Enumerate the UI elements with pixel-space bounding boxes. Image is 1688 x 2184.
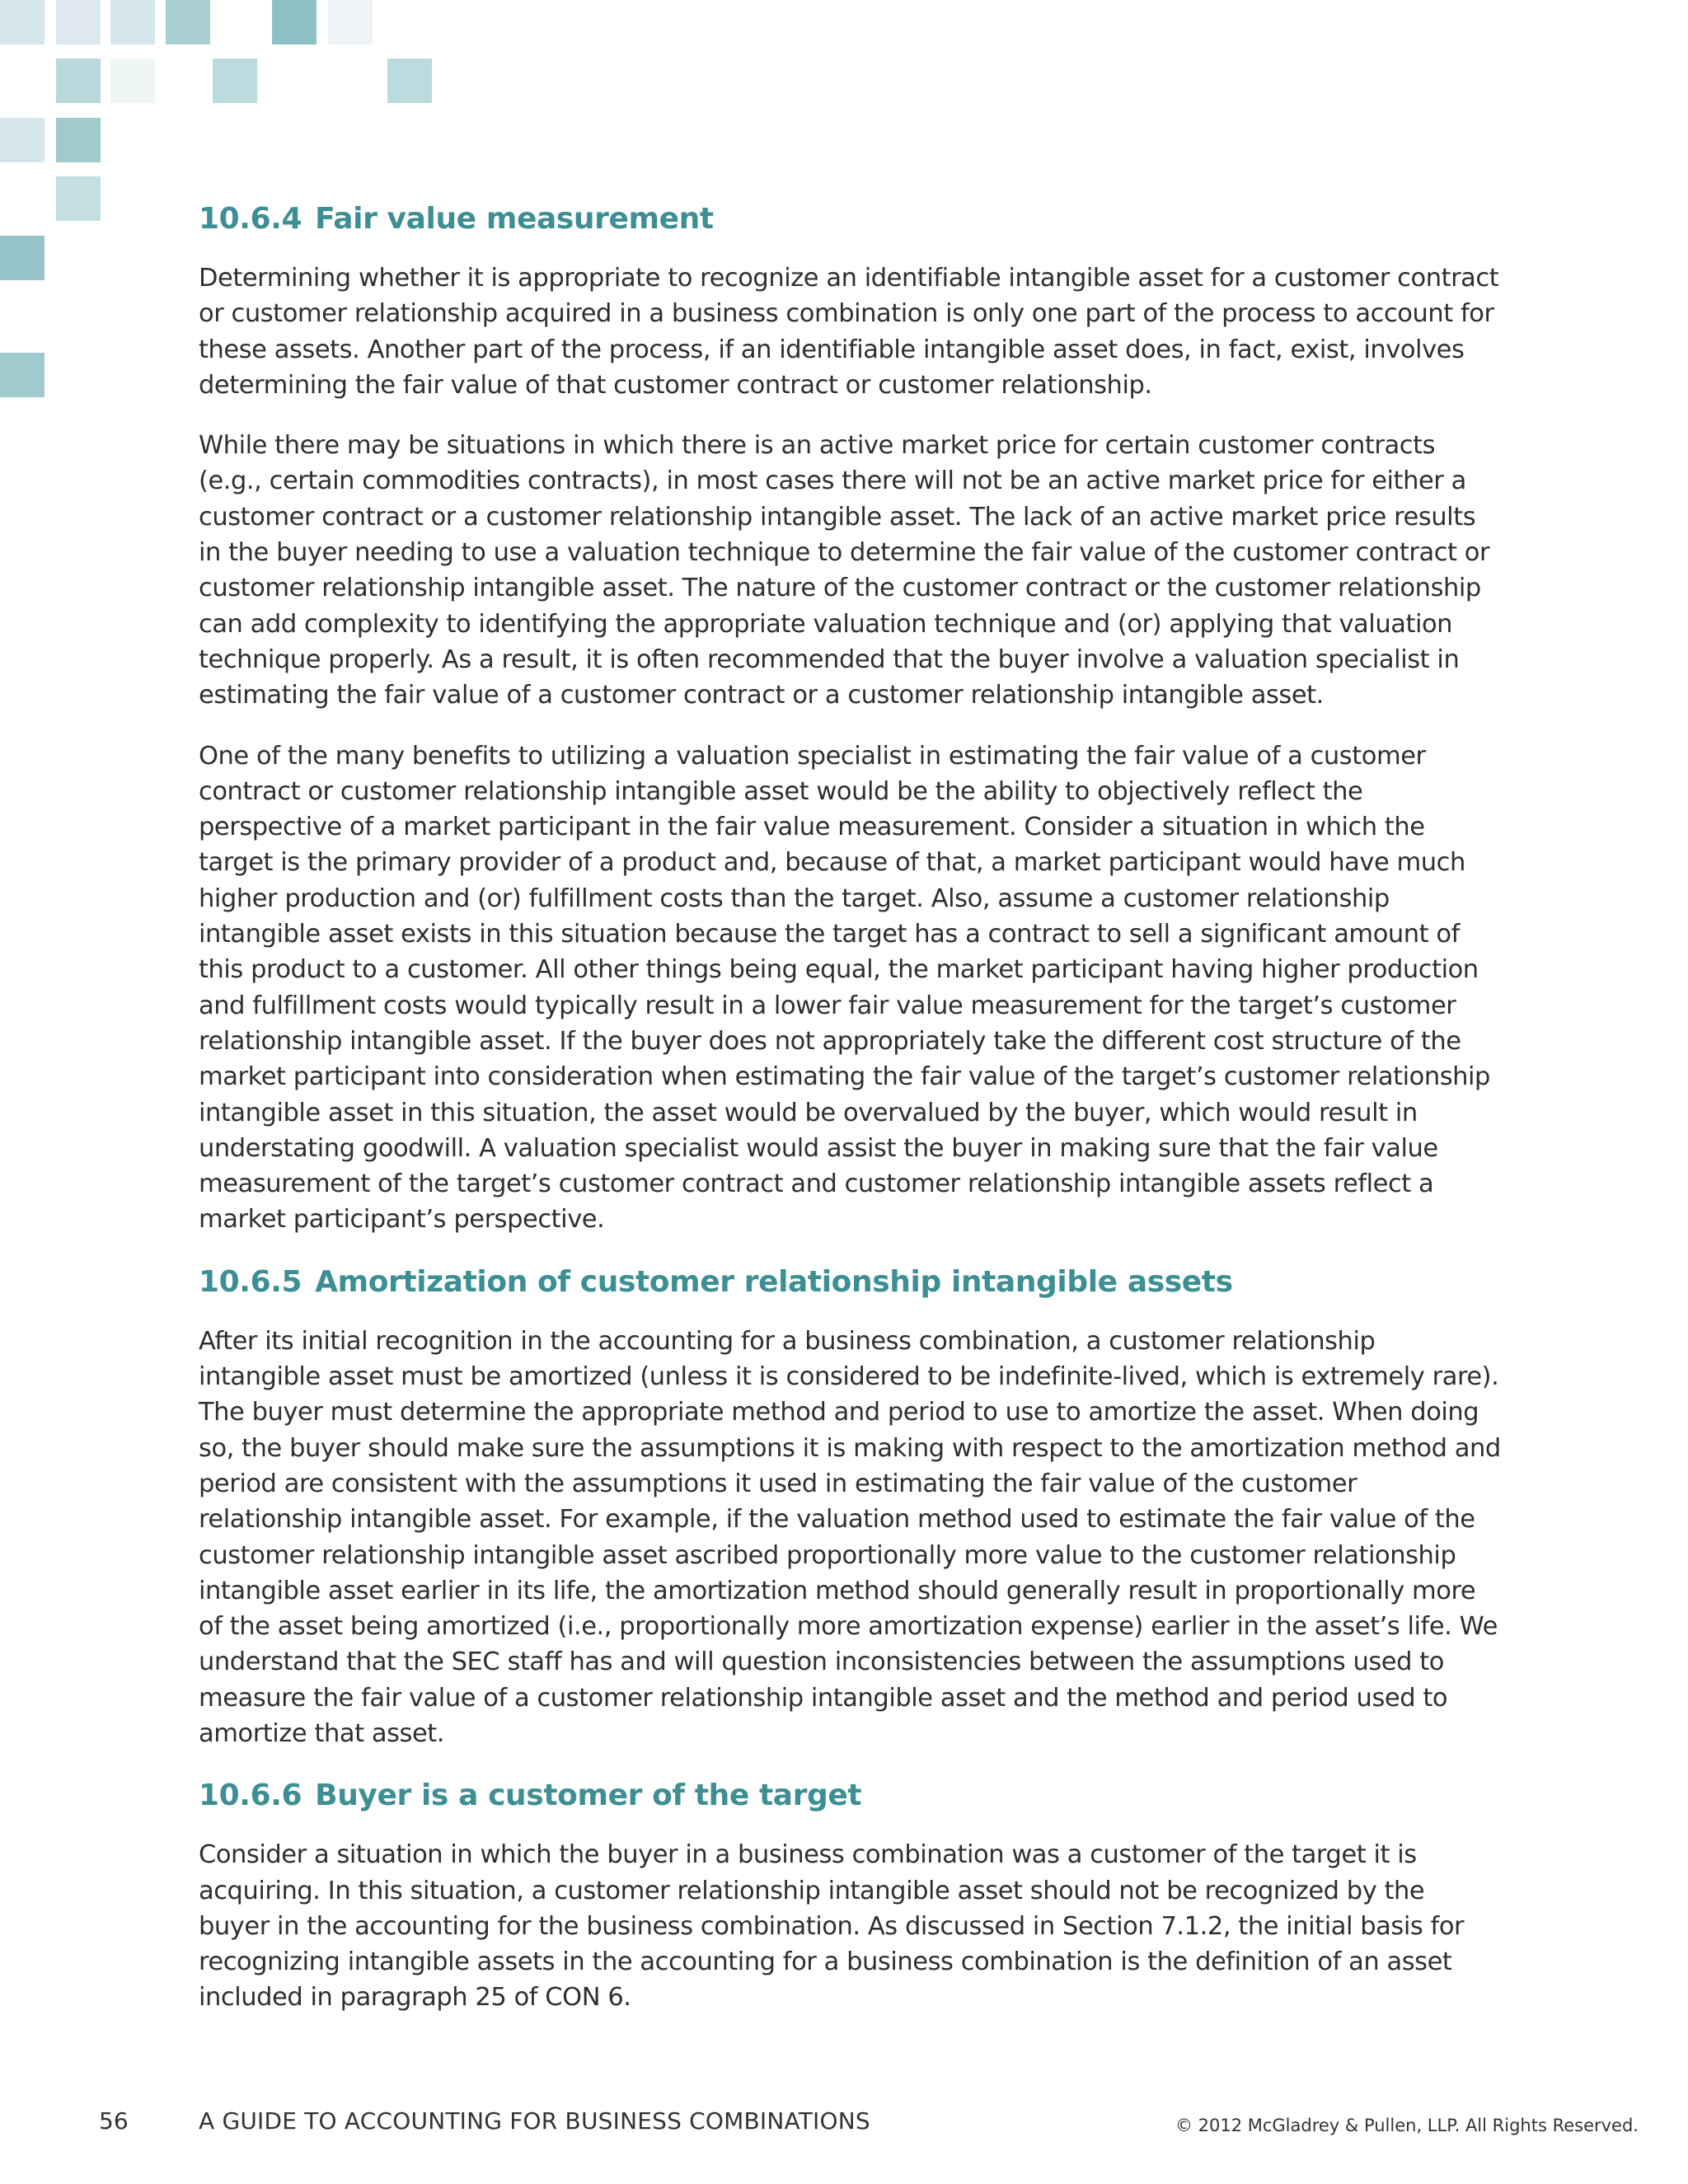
section-10-6-5 [199,1263,1501,1752]
page-number: 56 [99,2107,129,2135]
section-number: 10.6.4 [199,202,302,236]
paragraph: Consider a situation in which the buyer in a business combination was a customer of the target it is acquiring. In this situation, a customer relationship intangible asset should not be recognized by the buyer in the accounting for the business combination. As discussed in Section 7.1.2, the initial basis for recognizing intangible assets in the accounting for a business combination is the definition of an asset included in paragraph 25 of CON 6. [199,1840,1465,2013]
section-10-6-4 [199,199,1501,1238]
section-heading [199,1776,1501,1816]
section-10-6-6 [199,1776,1501,2015]
section-title: Amortization of customer relationship intangible assets [315,1264,1233,1299]
page-footer [0,2107,1688,2140]
publication-title: A GUIDE TO ACCOUNTING FOR BUSINESS COMBINATIONS [199,2107,870,2135]
section-heading [199,199,1501,239]
section-number: 10.6.5 [199,1264,302,1299]
section-number: 10.6.6 [199,1779,302,1813]
paragraph: One of the many benefits to utilizing a valuation specialist in estimating the fair value of a customer contract or customer relationship intangible asset would be the ability to objectively reflect the perspective of a market participant in the fair value measurement. Consider a situation in which the target is the primary provider of a product and, because of that, a market participant would have much higher production and (or) fulfillment costs than the target. Also, assume a customer relationship intangible asset exists in this situation because the target has a contract to sell a significant amount of this product to a customer. All other things being equal, the market participant having higher production and fulfillment costs would typically result in a lower fair value measurement for the target’s customer relationship intangible asset. If the buyer does not appropriately take the different cost structure of the market participant into consideration when estimating the fair value of the target’s customer relationship intangible asset in this situation, the asset would be overvalued by the buyer, which would result in understating goodwill. A valuation specialist would assist the buyer in making sure that the fair value measurement of the target’s customer contract and customer relationship intangible assets reflect a market participant’s perspective. [199,741,1490,1235]
section-title: Fair value measurement [315,202,714,236]
section-heading [199,1263,1501,1302]
document-body [199,196,1501,2041]
copyright-notice: © 2012 McGladrey & Pullen, LLP. All Rights Reserved. [1175,2116,1639,2135]
paragraph: After its initial recognition in the accounting for a business combination, a customer relationship intangible asset must be amortized (unless it is considered to be indefinite-lived, which is extremely rare). The buyer must determine the appropriate method and period to use to amortize the asset. When doing so, the buyer should make sure the assumptions it is making with respect to the amortization method and period are consistent with the assumptions it used in estimating the fair value of the customer relationship intangible asset. For example, if the valuation method used to estimate the fair value of the customer relationship intangible asset ascribed proportionally more value to the customer relationship intangible asset earlier in its life, the amortization method should generally result in proportionally more of the asset being amortized (i.e., proportionally more amortization expense) earlier in the asset’s life. We understand that the SEC staff has and will question inconsistencies between the assumptions used to measure the fair value of a customer relationship intangible asset and the method and period used to amortize that asset. [199,1326,1501,1748]
paragraph: While there may be situations in which there is an active market price for certain customer contracts (e.g., certain commodities contracts), in most cases there will not be an active market price for either a customer contract or a customer relationship intangible asset. The lack of an active market price results in the buyer needing to use a valuation technique to determine the fair value of the customer contract or customer relationship intangible asset. The nature of the customer contract or the customer relationship can add complexity to identifying the appropriate valuation technique and (or) applying that valuation technique properly. As a result, it is often recommended that the buyer involve a valuation specialist in estimating the fair value of a customer contract or a customer relationship intangible asset. [199,431,1490,710]
section-title: Buyer is a customer of the target [315,1779,862,1813]
paragraph: Determining whether it is appropriate to recognize an identifiable intangible asset for a customer contract or customer relationship acquired in a business combination is only one part of the process to account for these assets. Another part of the process, if an identifiable intangible asset does, in fact, exist, involves determining the fair value of that customer contract or customer relationship. [199,264,1499,400]
